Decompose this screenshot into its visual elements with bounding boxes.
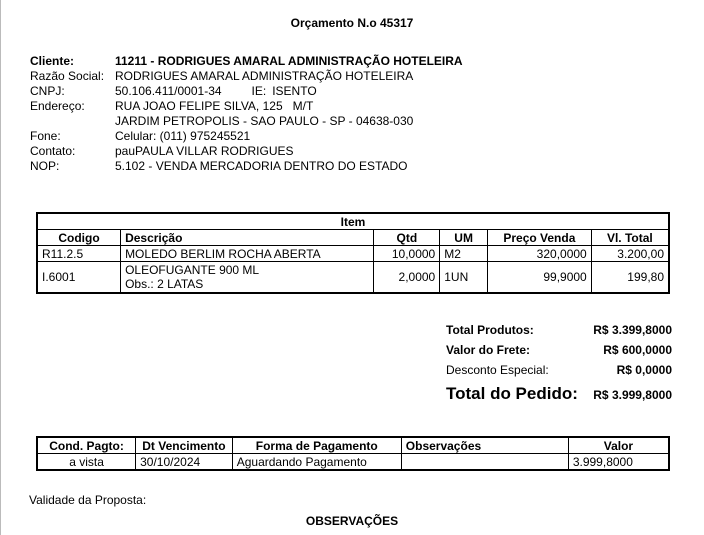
cell-valor: 3.999,8000 bbox=[568, 454, 669, 471]
contato-label: Contato: bbox=[30, 144, 76, 158]
razao-value: RODRIGUES AMARAL ADMINISTRAÇÃO HOTELEIRA bbox=[115, 69, 414, 83]
cell-forma: Aguardando Pagamento bbox=[232, 454, 401, 471]
cell-qtd: 2,0000 bbox=[374, 262, 440, 294]
items-caption: Item bbox=[37, 213, 669, 230]
col-valor: Valor bbox=[568, 437, 669, 454]
client-info bbox=[30, 54, 463, 174]
nop-value: 5.102 - VENDA MERCADORIA DENTRO DO ESTADO bbox=[115, 159, 408, 173]
table-row bbox=[37, 246, 669, 262]
cell-descricao: MOLEDO BERLIM ROCHA ABERTA bbox=[121, 246, 374, 262]
items-table bbox=[36, 212, 670, 294]
ie-value: ISENTO bbox=[272, 84, 317, 98]
page-left-rule bbox=[0, 0, 1, 535]
cell-um: 1UN bbox=[440, 262, 488, 294]
desconto-value: R$ 0,0000 bbox=[616, 363, 672, 377]
cell-codigo: I.6001 bbox=[37, 262, 121, 294]
cell-descricao-block bbox=[121, 262, 374, 294]
endereco-line1: RUA JOAO FELIPE SILVA, 125 M/T bbox=[115, 99, 314, 113]
total-produtos-label: Total Produtos: bbox=[446, 323, 534, 337]
cell-obs: Obs.: 2 LATAS bbox=[125, 277, 204, 291]
contato-value: pauPAULA VILLAR RODRIGUES bbox=[115, 144, 294, 158]
total-pedido-value: R$ 3.999,8000 bbox=[593, 388, 672, 402]
cell-preco: 99,9000 bbox=[488, 262, 592, 294]
col-observacoes: Observações bbox=[401, 437, 568, 454]
cliente-label: Cliente: bbox=[30, 54, 75, 68]
col-cond: Cond. Pagto: bbox=[37, 437, 136, 454]
total-pedido-label: Total do Pedido: bbox=[446, 384, 578, 403]
col-vencimento: Dt Vencimento bbox=[136, 437, 233, 454]
document-title: Orçamento N.o 45317 bbox=[290, 16, 414, 30]
totals-block bbox=[446, 323, 672, 408]
col-qtd: Qtd bbox=[374, 230, 440, 246]
col-descricao: Descrição bbox=[121, 230, 374, 246]
fone-value: Celular: (011) 975245521 bbox=[115, 129, 251, 143]
ie-label: IE: bbox=[251, 84, 267, 98]
endereco-line2: JARDIM PETROPOLIS - SAO PAULO - SP - 04638-030 bbox=[115, 114, 414, 128]
frete-value: R$ 600,0000 bbox=[603, 343, 672, 357]
nop-label: NOP: bbox=[30, 159, 60, 173]
validade-label: Validade da Proposta: bbox=[29, 493, 147, 507]
cell-descricao: OLEOFUGANTE 900 ML bbox=[125, 263, 260, 277]
frete-label: Valor do Frete: bbox=[446, 343, 531, 357]
table-row bbox=[37, 262, 669, 294]
cell-vencimento: 30/10/2024 bbox=[136, 454, 233, 471]
cell-cond: a vista bbox=[37, 454, 136, 471]
col-preco: Preço Venda bbox=[488, 230, 592, 246]
cell-codigo: R11.2.5 bbox=[37, 246, 121, 262]
payment-table bbox=[36, 436, 670, 471]
cliente-value: 11211 - RODRIGUES AMARAL ADMINISTRAÇÃO HOTELEIRA bbox=[115, 54, 463, 68]
endereco-label: Endereço: bbox=[30, 99, 85, 113]
cell-qtd: 10,0000 bbox=[374, 246, 440, 262]
cell-observacoes bbox=[401, 454, 568, 471]
cell-preco: 320,0000 bbox=[488, 246, 592, 262]
col-total: Vl. Total bbox=[591, 230, 669, 246]
cell-total: 3.200,00 bbox=[591, 246, 669, 262]
table-row bbox=[37, 454, 669, 471]
razao-label: Razão Social: bbox=[30, 69, 105, 83]
col-codigo: Codigo bbox=[37, 230, 121, 246]
col-forma: Forma de Pagamento bbox=[232, 437, 401, 454]
col-um: UM bbox=[440, 230, 488, 246]
desconto-label: Desconto Especial: bbox=[446, 363, 549, 377]
cnpj-label: CNPJ: bbox=[30, 84, 65, 98]
cell-total: 199,80 bbox=[591, 262, 669, 294]
cell-um: M2 bbox=[440, 246, 488, 262]
fone-label: Fone: bbox=[30, 129, 61, 143]
observacoes-title: OBSERVAÇÕES bbox=[305, 514, 399, 528]
total-produtos-value: R$ 3.399,8000 bbox=[593, 323, 672, 337]
cnpj-value: 50.106.411/0001-34 bbox=[115, 84, 222, 98]
